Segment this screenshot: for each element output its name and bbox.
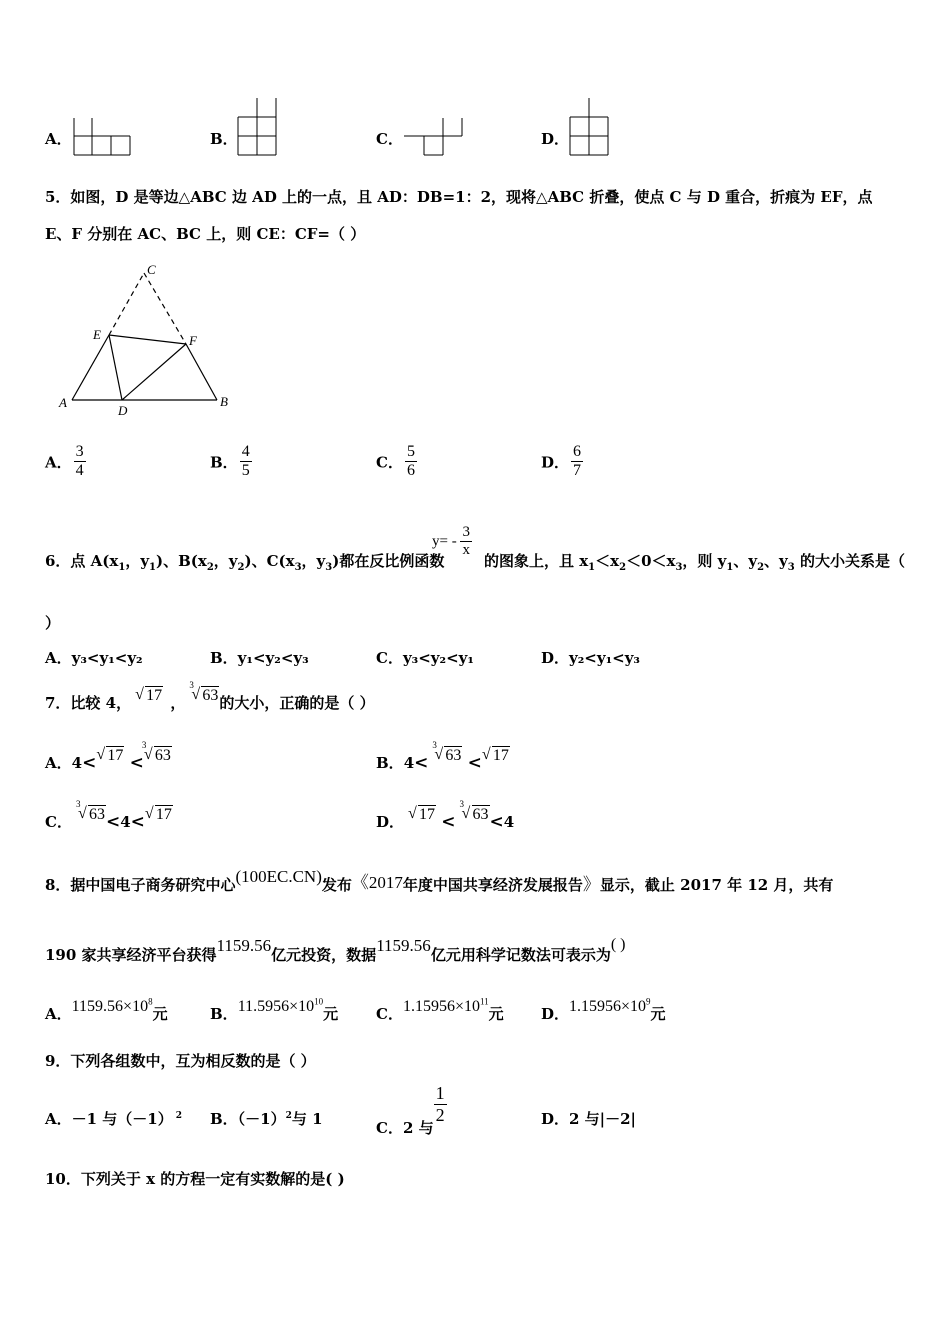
q5-option-d bbox=[541, 443, 583, 481]
q5-option-a-label: A． bbox=[45, 453, 72, 472]
q8-option-a: A．$1159.56\times 10^8$元 bbox=[45, 996, 168, 1023]
label-a: A bbox=[59, 395, 67, 410]
q6-option-b: B．y₁<y₂<y₃ bbox=[210, 649, 309, 667]
q5-option-b bbox=[210, 443, 252, 481]
q8-option-d: D．$1.15956\times 10^9$元 bbox=[541, 996, 666, 1023]
q5-option-b-label: B． bbox=[210, 453, 238, 472]
q6-option-a: A．y₃<y₁<y₂ bbox=[45, 649, 143, 667]
q6-function bbox=[432, 524, 472, 560]
q5-option-a-num: 3 bbox=[74, 443, 86, 462]
label-c: C bbox=[147, 262, 156, 277]
q5-stem-line2: E、F 分别在 AC、BC 上，则 CE：CF=（ ） bbox=[45, 225, 366, 243]
q5-option-a bbox=[45, 443, 86, 481]
q7-stem: 7．比较 4， √ 17 ， 3 √ 63的大小，正确的是（ ） bbox=[45, 680, 375, 712]
q6-option-c: C．y₃<y₂<y₁ bbox=[376, 649, 474, 667]
label-b: B bbox=[220, 394, 228, 409]
q5-option-c-num: 5 bbox=[405, 443, 417, 462]
q9-option-c: C．2 与 $\frac{1}{2}$ bbox=[376, 1083, 445, 1138]
q6-stem-line2: ） bbox=[45, 614, 61, 632]
q8-option-b: B．$11.5956\times 10^{10}$元 bbox=[210, 996, 339, 1023]
q5-option-b-den: 5 bbox=[241, 462, 250, 480]
q7-option-d: D． √ 17 < 3 √ 63<4 bbox=[376, 799, 515, 832]
q4-option-c-figure bbox=[404, 118, 466, 158]
q5-option-c-label: C． bbox=[376, 453, 403, 472]
q5-option-a-den: 4 bbox=[75, 462, 84, 480]
q7-option-c: C． 3 √ 63<4< √ 17 bbox=[45, 799, 172, 832]
label-e: E bbox=[93, 327, 101, 342]
q8-stem-line2: 190 家共享经济平台获得1159.56亿元投资，数据1159.56亿元用科学记数法可表示为( ) bbox=[45, 936, 626, 964]
q4-option-d-label: D． bbox=[541, 130, 570, 148]
q8-option-c: C．$1.15956\times 10^{11}$元 bbox=[376, 996, 504, 1023]
q5-stem-line1: 5．如图，D 是等边△ABC 边 AD 上的一点，且 AD：DB=1：2，现将△ABC 折叠，使点 C 与 D 重合，折痕为 EF，点 bbox=[45, 188, 873, 206]
q4-option-a-label: A． bbox=[45, 130, 72, 148]
q4-option-d-figure bbox=[568, 98, 612, 158]
label-f: F bbox=[189, 333, 197, 348]
q4-option-c-label: C． bbox=[376, 130, 403, 148]
q5-option-d-label: D． bbox=[541, 453, 570, 472]
q8-stem-line1: 8．据中国电子商务研究中心(100EC.CN)发布《2017年度中国共享经济发展报告》显示，截止 2017 年 12 月，共有 bbox=[45, 867, 834, 894]
q5-option-d-num: 6 bbox=[571, 443, 583, 462]
q4-option-a-figure bbox=[72, 118, 134, 158]
q9-option-b: B．$(-1)^2$与 1 bbox=[210, 1110, 323, 1128]
q4-option-b-figure bbox=[236, 98, 280, 158]
q9-option-a: A．－1 与（－1） $^2$ bbox=[45, 1110, 183, 1128]
q9-option-d: D．2 与|－2| bbox=[541, 1110, 637, 1128]
q5-option-c-den: 6 bbox=[406, 462, 415, 480]
q6-fn-den: x bbox=[462, 542, 470, 559]
q10-stem: 10．下列关于 x 的方程一定有实数解的是( ) bbox=[45, 1170, 345, 1188]
q6-stem-a: 6．点 $A(x_1$，$y_1$)、$B(x_2$，$y_2$)、$C(x_3$，$y_3$)都在反比例函数 bbox=[45, 552, 445, 573]
q6-stem-b: 的图象上，且 $x_1<x_2<0<x_3$，则 $y_1$、$y_2$、$y_3$ 的大小关系是（ bbox=[484, 552, 905, 573]
q6-option-d: D．y₂<y₁<y₃ bbox=[541, 649, 641, 667]
q6-fn-num: 3 bbox=[460, 524, 472, 542]
q7-option-b: B．4< 3 √ 63 < √ 17 bbox=[376, 740, 509, 773]
q5-option-c bbox=[376, 443, 417, 481]
q5-triangle-figure bbox=[55, 258, 245, 423]
q9-stem: 9．下列各组数中，互为相反数的是（ ） bbox=[45, 1052, 316, 1070]
q4-option-b-label: B． bbox=[210, 130, 238, 148]
q7-option-a: A．4< √ 17 < 3 √ 63 bbox=[45, 740, 171, 773]
label-d: D bbox=[118, 403, 128, 418]
q5-option-d-den: 7 bbox=[573, 462, 582, 480]
q6-fn-left: y= - bbox=[432, 533, 457, 550]
q5-option-b-num: 4 bbox=[240, 443, 252, 462]
